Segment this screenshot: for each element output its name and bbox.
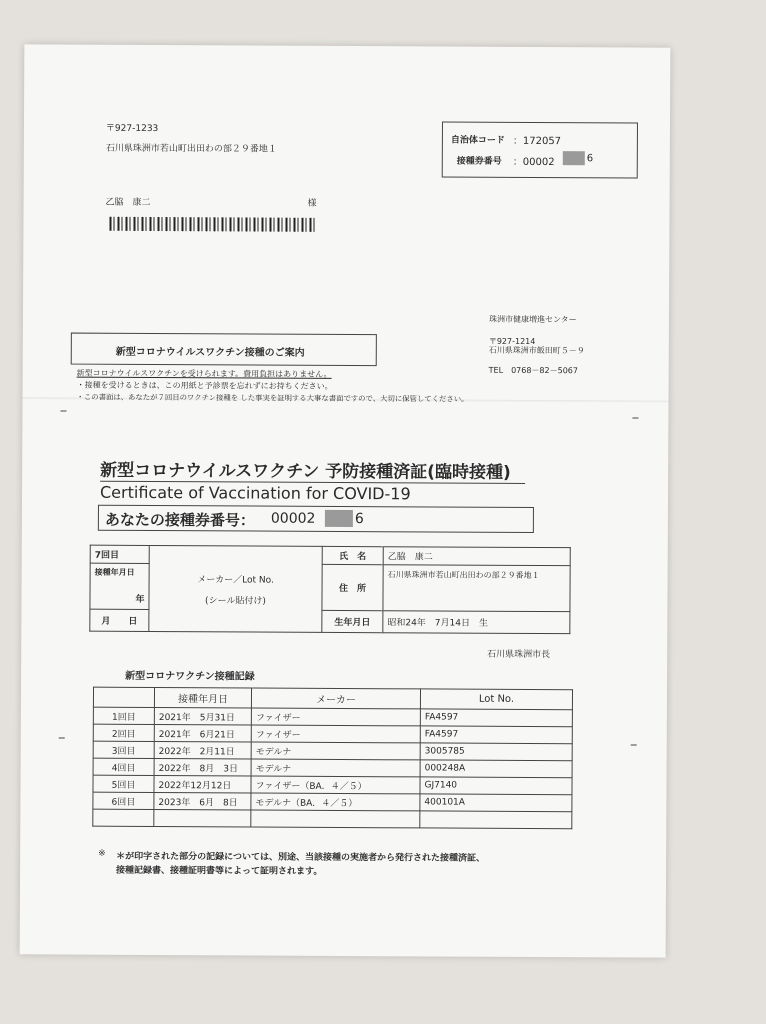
fold-mark — [631, 744, 637, 745]
fold-mark — [60, 411, 66, 412]
maker-lot-label: メーカー／Lot No. — [197, 574, 274, 586]
record-dose: 5回目 — [93, 775, 154, 792]
dob-value: 昭和24年 7月14日 生 — [383, 611, 570, 634]
name-label: 氏 名 — [322, 546, 383, 564]
vaccination-info-table — [89, 545, 570, 635]
recipient-name: 乙脇 康二 — [105, 197, 151, 208]
month-day-label: 月 日 — [90, 609, 149, 631]
guide-title: 新型コロナウイルスワクチン接種のご案内 — [115, 346, 305, 359]
record-dose: 6回目 — [93, 792, 154, 809]
footnote-line-2: 接種記録書、接種証明書等によって証明されます。 — [116, 865, 323, 877]
date-cell — [90, 563, 149, 609]
fold-mark — [632, 418, 638, 419]
dose-label: 7回目 — [90, 545, 149, 563]
record-date: 2022年 8月 3日 — [154, 759, 251, 777]
record-header-lot: Lot No. — [420, 689, 572, 710]
record-dose: 2回目 — [93, 724, 154, 741]
address-value: 石川県珠洲市若山町出田わの部２９番地１ — [383, 565, 570, 612]
record-lot: GJ7140 — [420, 777, 572, 795]
redaction-mask — [325, 510, 353, 527]
name-value: 乙脇 康二 — [383, 547, 570, 566]
address-label: 住 所 — [322, 564, 383, 610]
certificate-title-en: Certificate of Vaccination for COVID-19 — [99, 482, 411, 504]
guide-line-2: ・接種を受けるときは、この用紙と予診票を忘れずにお持ちください。 — [76, 380, 333, 391]
fold-mark — [59, 738, 65, 739]
record-header-date: 接種年月日 — [154, 688, 251, 709]
postal-barcode — [109, 217, 317, 232]
code-box — [442, 122, 638, 179]
record-maker: モデルナ（BA．４／５） — [251, 793, 420, 811]
certificate-ticket-label: あなたの接種券番号： — [104, 510, 255, 530]
record-lot: 3005785 — [420, 743, 572, 761]
dob-label: 生年月日 — [322, 610, 383, 632]
date-label: 接種年月日 — [94, 567, 135, 577]
footnote-mark: ※ — [98, 848, 106, 859]
guide-line-3: ・この書面は、あなたが７回目のワクチン接種を した事実を証明する大事な書面ですので、大切に保管してください。 — [76, 392, 469, 404]
record-dose: 3回目 — [93, 741, 154, 758]
recipient-address: 石川県珠洲市若山町出田わの部２９番地１ — [105, 143, 277, 155]
record-header-dose — [93, 687, 154, 707]
record-lot — [420, 811, 572, 829]
sticker-label: (シール貼付け) — [205, 595, 266, 607]
record-lot: FA4597 — [420, 726, 572, 744]
record-maker: モデルナ — [251, 759, 420, 777]
record-maker — [251, 810, 420, 828]
certificate-title-jp: 新型コロナウイルスワクチン 予防接種済証(臨時接種) — [100, 456, 525, 484]
table-row — [93, 809, 572, 829]
footnote-line-1: ＊が印字された部分の記録については、別途、当該接種の実施者から発行された接種済証、 — [116, 851, 485, 864]
record-dose: 4回目 — [93, 758, 154, 775]
record-lot: 000248A — [420, 760, 572, 778]
redaction-mask — [563, 151, 585, 165]
record-title: 新型コロナワクチン接種記録 — [125, 670, 255, 683]
sender-tel: TEL 0768－82－5067 — [488, 365, 579, 376]
ticket-number-label: 接種券番号 — [456, 156, 502, 167]
mayor-signature: 石川県珠洲市長 — [487, 649, 551, 661]
record-date: 2023年 6月 8日 — [154, 793, 251, 811]
certificate-ticket-suffix: 6 — [354, 511, 364, 528]
record-header-maker: メーカー — [251, 688, 420, 709]
record-maker: モデルナ — [251, 742, 420, 760]
vaccination-record-table — [92, 687, 573, 830]
record-lot: 400101A — [420, 794, 572, 812]
guide-title-box — [71, 333, 377, 367]
ticket-number-prefix: ：00002 — [512, 156, 555, 169]
certificate-ticket-prefix: 00002 — [270, 510, 316, 527]
municipality-code-value: ：172057 — [512, 135, 562, 148]
record-date: 2022年12月12日 — [154, 776, 251, 794]
recipient-postal: 〒927-1233 — [105, 123, 159, 135]
guide-line-1: 新型コロナウイルスワクチンを受けられます。費用負担はありません。 — [76, 368, 332, 379]
record-date: 2022年 2月11日 — [154, 742, 251, 760]
certificate-ticket-box — [98, 505, 534, 533]
recipient-honorific: 様 — [307, 198, 317, 209]
record-lot: FA4597 — [420, 709, 572, 727]
sender-postal: 〒927-1214 — [488, 336, 536, 346]
record-date — [154, 810, 251, 828]
record-date: 2021年 6月21日 — [154, 725, 251, 743]
municipality-code-label: 自治体コード — [450, 135, 505, 146]
sender-name: 珠洲市健康増進センター — [488, 314, 577, 325]
record-date: 2021年 5月31日 — [154, 708, 251, 726]
record-dose: 1回目 — [93, 707, 154, 724]
sticker-area — [149, 545, 322, 632]
record-maker: ファイザー — [251, 725, 420, 743]
year-label: 年 — [135, 594, 145, 605]
certificate-paper — [20, 44, 671, 957]
record-maker: ファイザー — [251, 708, 420, 726]
record-dose — [93, 809, 154, 826]
ticket-number-suffix: 6 — [586, 153, 594, 165]
sender-address: 石川県珠洲市飯田町５－９ — [488, 345, 585, 356]
record-maker: ファイザー（BA．４／５） — [251, 776, 420, 794]
